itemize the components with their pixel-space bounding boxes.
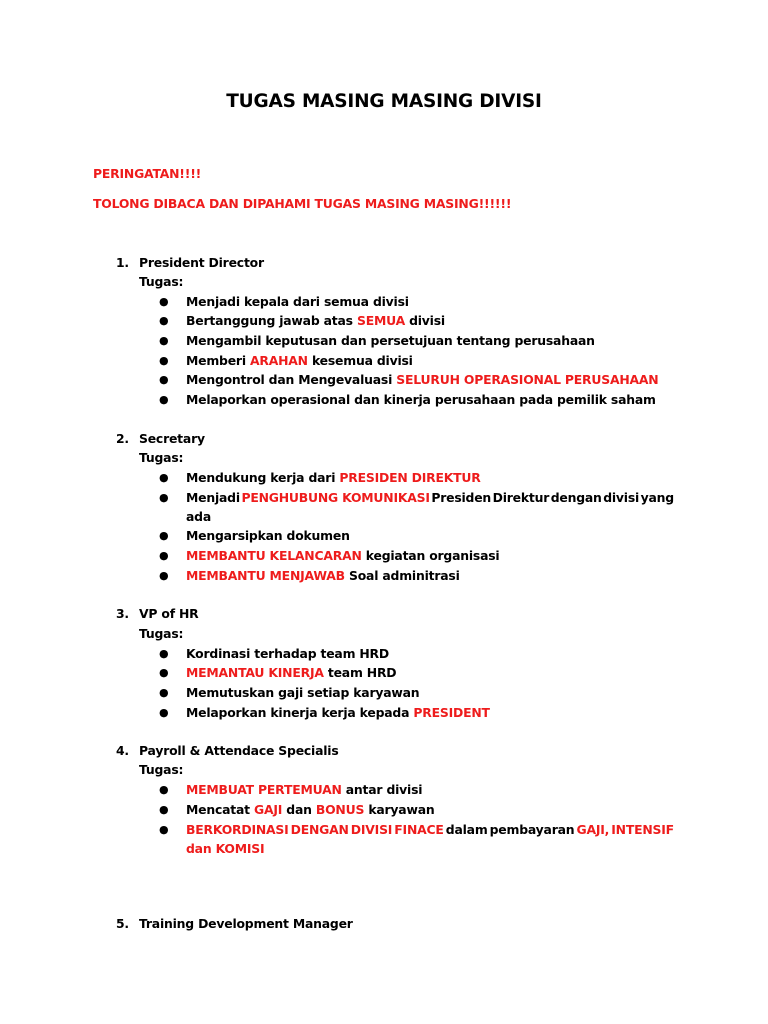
task-text: antar divisi — [341, 782, 423, 797]
bullet-icon: ● — [159, 295, 169, 308]
task-highlight: SEMUA — [356, 313, 405, 328]
task-text: Mengontrol dan Mengevaluasi — [186, 372, 397, 387]
bullet-icon: ● — [159, 803, 169, 816]
task-highlight: MEMANTAU KINERJA — [186, 665, 324, 680]
task-word: INTENSIF — [611, 822, 674, 837]
bullet-icon: ● — [159, 783, 169, 796]
task-item — [186, 782, 674, 797]
task-text: team HRD — [323, 665, 397, 680]
task-text: Melaporkan operasional dan kinerja perusahaan pada pemilik saham — [186, 392, 656, 407]
task-item-continuation: dan KOMISI — [186, 841, 265, 856]
section-number: 1. — [116, 255, 129, 270]
task-item — [186, 548, 674, 563]
task-item — [186, 333, 674, 348]
tugas-label: Tugas: — [139, 762, 184, 777]
task-word: PENGHUBUNG KOMUNIKASI — [241, 490, 430, 505]
bullet-icon: ● — [159, 647, 169, 660]
task-item — [186, 490, 674, 505]
task-text: Kordinasi terhadap team HRD — [186, 646, 389, 661]
section-title: Training Development Manager — [139, 916, 353, 931]
bullet-icon: ● — [159, 314, 169, 327]
task-item — [186, 470, 674, 485]
task-highlight: PRESIDENT — [413, 705, 490, 720]
task-word: Presiden — [431, 490, 492, 505]
task-text: kesemua divisi — [307, 353, 413, 368]
task-word: Direktur — [492, 490, 550, 505]
task-highlight: MEMBANTU KELANCARAN — [186, 548, 362, 563]
section-title: Payroll & Attendace Specialis — [139, 743, 339, 758]
section-number: 2. — [116, 431, 129, 446]
task-item — [186, 802, 674, 817]
task-item — [186, 568, 674, 583]
task-item-continuation: ada — [186, 509, 211, 524]
bullet-icon: ● — [159, 373, 169, 386]
task-item — [186, 822, 674, 837]
task-item — [186, 294, 674, 309]
task-text: divisi — [404, 313, 445, 328]
task-item — [186, 685, 674, 700]
task-highlight: ARAHAN — [250, 353, 308, 368]
task-text: Mendukung kerja dari — [186, 470, 340, 485]
section-title: President Director — [139, 255, 264, 270]
task-word: BERKORDINASI — [186, 822, 289, 837]
bullet-icon: ● — [159, 686, 169, 699]
section-number: 4. — [116, 743, 129, 758]
task-item — [186, 665, 674, 680]
task-word: Menjadi — [186, 490, 240, 505]
task-item — [186, 313, 674, 328]
task-word: GAJI, — [576, 822, 610, 837]
warning-message: TOLONG DIBACA DAN DIPAHAMI TUGAS MASING MASING!!!!!! — [93, 196, 512, 211]
bullet-icon: ● — [159, 334, 169, 347]
task-highlight: MEMBANTU MENJAWAB — [186, 568, 345, 583]
task-text: Mengambil keputusan dan persetujuan tentang perusahaan — [186, 333, 595, 348]
task-highlight: BONUS — [315, 802, 365, 817]
section-title: Secretary — [139, 431, 205, 446]
task-item — [186, 528, 674, 543]
task-word: pembayaran — [489, 822, 575, 837]
task-highlight: SELURUH OPERASIONAL PERUSAHAAN — [396, 372, 659, 387]
bullet-icon: ● — [159, 569, 169, 582]
task-highlight: MEMBUAT PERTEMUAN — [186, 782, 342, 797]
task-word: DENGAN — [290, 822, 349, 837]
task-word: FINACE — [394, 822, 444, 837]
task-item — [186, 392, 674, 407]
section-title: VP of HR — [139, 606, 199, 621]
task-item — [186, 705, 674, 720]
task-text: Soal adminitrasi — [344, 568, 460, 583]
warning-heading: PERINGATAN!!!! — [93, 166, 202, 181]
task-item — [186, 372, 674, 387]
bullet-icon: ● — [159, 529, 169, 542]
tugas-label: Tugas: — [139, 450, 184, 465]
task-word: dalam — [445, 822, 488, 837]
task-word: DIVISI — [350, 822, 393, 837]
bullet-icon: ● — [159, 471, 169, 484]
task-text: Mengarsipkan dokumen — [186, 528, 350, 543]
bullet-icon: ● — [159, 706, 169, 719]
task-text: Menjadi kepala dari semua divisi — [186, 294, 409, 309]
task-word: dengan — [550, 490, 602, 505]
task-highlight: GAJI — [253, 802, 283, 817]
task-text: Mencatat — [186, 802, 254, 817]
task-item — [186, 646, 674, 661]
bullet-icon: ● — [159, 491, 169, 504]
task-text: Bertanggung jawab atas — [186, 313, 357, 328]
bullet-icon: ● — [159, 666, 169, 679]
task-text: Melaporkan kinerja kerja kepada — [186, 705, 414, 720]
bullet-icon: ● — [159, 823, 169, 836]
task-word: divisi — [603, 490, 640, 505]
task-highlight: PRESIDEN DIREKTUR — [339, 470, 481, 485]
page-title: TUGAS MASING MASING DIVISI — [226, 91, 542, 112]
task-text: kegiatan organisasi — [361, 548, 500, 563]
task-text: Memberi — [186, 353, 250, 368]
task-word: yang — [640, 490, 674, 505]
task-text: Memutuskan gaji setiap karyawan — [186, 685, 420, 700]
bullet-icon: ● — [159, 354, 169, 367]
section-number: 3. — [116, 606, 129, 621]
bullet-icon: ● — [159, 549, 169, 562]
tugas-label: Tugas: — [139, 274, 184, 289]
task-item — [186, 353, 674, 368]
task-text: karyawan — [364, 802, 435, 817]
bullet-icon: ● — [159, 393, 169, 406]
task-text: dan — [282, 802, 316, 817]
tugas-label: Tugas: — [139, 626, 184, 641]
section-number: 5. — [116, 916, 129, 931]
